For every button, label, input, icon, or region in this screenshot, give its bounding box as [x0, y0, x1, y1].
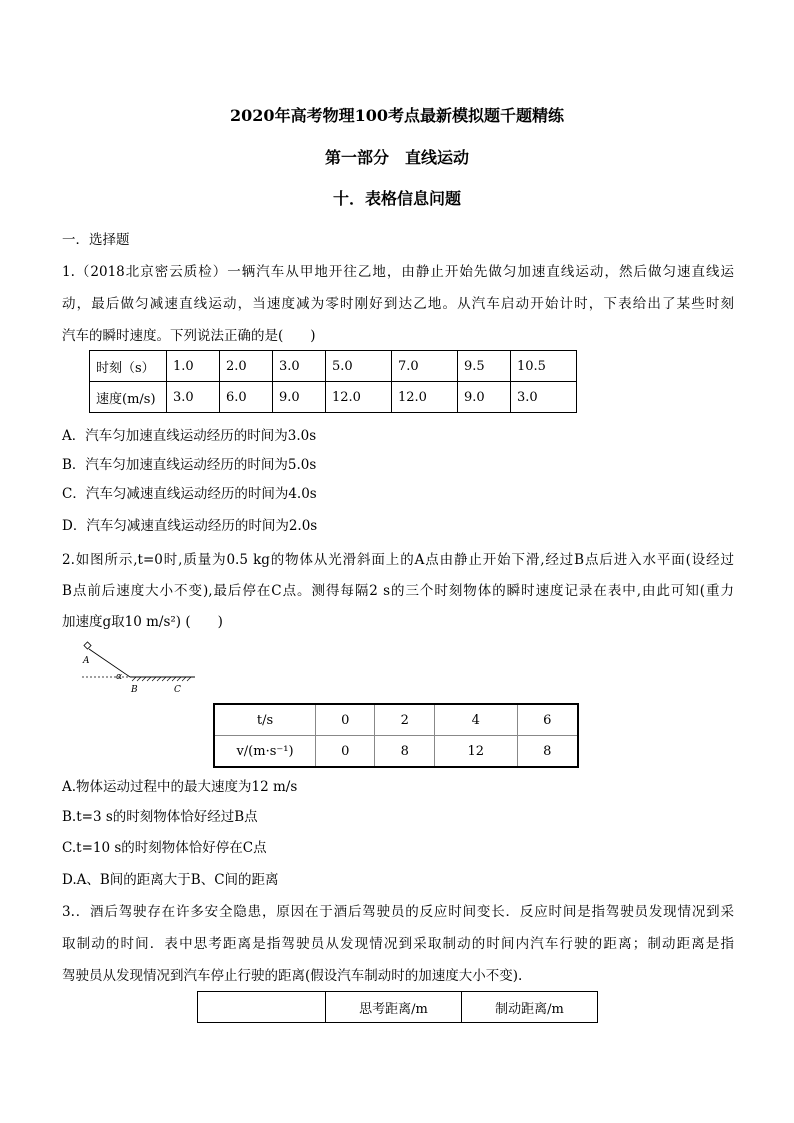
incline-diagram [80, 640, 200, 700]
q1-option-c: C．汽车匀减速直线运动经历的时间为4.0s [62, 486, 317, 502]
label-b: B [131, 685, 138, 695]
table-cell: 2.0 [219, 351, 272, 382]
q1-option-a: A．汽车匀加速直线运动经历的时间为3.0s [62, 428, 317, 444]
table-cell: 6.0 [219, 382, 272, 413]
q1-line: 动，最后做匀减速直线运动，当速度减为零时刚好到达乙地。从汽车启动开始计时，下表给出了某些时刻 [62, 296, 734, 312]
table-header: 思考距离/m [326, 992, 462, 1023]
table-cell: 7.0 [391, 351, 457, 382]
table-cell: 10.5 [510, 351, 576, 382]
label-c: C [174, 685, 181, 695]
table-cell: 9.0 [272, 382, 325, 413]
q1-line: 1.（2018北京密云质检）一辆汽车从甲地开往乙地，由静止开始先做匀加速直线运动，然后做匀速直线运 [62, 264, 734, 280]
label-alpha: α [116, 672, 123, 682]
section-title: 十．表格信息问题 [332, 189, 461, 208]
table-cell: 8 [375, 736, 434, 768]
table-cell [198, 992, 326, 1023]
table-row [214, 736, 578, 768]
table-cell: v/(m·s⁻¹) [214, 736, 316, 768]
section-heading: 一．选择题 [62, 232, 130, 248]
table-cell: 9.0 [457, 382, 510, 413]
q2-option-b: B.t=3 s的时刻物体恰好经过B点 [62, 809, 258, 825]
table-row [214, 704, 578, 736]
q1-line: 汽车的瞬时速度。下列说法正确的是( ) [62, 328, 316, 344]
table-cell: 3.0 [510, 382, 576, 413]
doc-title: 2020年高考物理100考点最新模拟题千题精练 [230, 106, 564, 125]
q3-table [197, 991, 598, 1023]
table-cell: 1.0 [167, 351, 220, 382]
q3-line: 取制动的时间．表中思考距离是指驾驶员从发现情况到采取制动的时间内汽车行驶的距离；制动距离是指 [62, 936, 734, 952]
label-a: A [83, 656, 90, 666]
table-cell: 12.0 [391, 382, 457, 413]
table-row [90, 382, 577, 413]
q1-table [89, 350, 577, 413]
table-cell: 4 [434, 704, 517, 736]
table-cell: 2 [375, 704, 434, 736]
q2-table [213, 703, 579, 768]
q2-line: B点前后速度大小不变),最后停在C点。测得每隔2 s的三个时刻物体的瞬时速度记录在表中,由此可知(重力 [62, 583, 734, 599]
table-header: 制动距离/m [462, 992, 598, 1023]
table-row [198, 992, 598, 1023]
q1-option-b: B．汽车匀加速直线运动经历的时间为5.0s [62, 457, 317, 473]
table-cell: 0 [316, 736, 375, 768]
q2-line: 加速度g取10 m/s²) ( ) [62, 614, 223, 630]
table-cell: 时刻（s） [90, 351, 167, 382]
table-cell: t/s [214, 704, 316, 736]
table-cell: 12.0 [325, 382, 391, 413]
q2-option-a: A.物体运动过程中的最大速度为12 m/s [62, 779, 298, 795]
table-cell: 6 [517, 704, 578, 736]
q3-line: 驾驶员从发现情况到汽车停止行驶的距离(假设汽车制动时的加速度大小不变). [62, 968, 523, 984]
table-cell: 0 [316, 704, 375, 736]
q2-option-d: D.A、B间的距离大于B、C间的距离 [62, 872, 279, 888]
q2-option-c: C.t=10 s的时刻物体恰好停在C点 [62, 840, 267, 856]
q3-line: 3.．酒后驾驶存在许多安全隐患，原因在于酒后驾驶员的反应时间变长．反应时间是指驾驶员发现情况到采 [62, 904, 734, 920]
table-cell: 速度(m/s) [90, 382, 167, 413]
q1-option-d: D．汽车匀减速直线运动经历的时间为2.0s [62, 518, 318, 534]
table-cell: 3.0 [272, 351, 325, 382]
table-cell: 8 [517, 736, 578, 768]
table-cell: 9.5 [457, 351, 510, 382]
q2-line: 2.如图所示,t=0时,质量为0.5 kg的物体从光滑斜面上的A点由静止开始下滑,经过B点后进入水平面(设经过 [62, 552, 734, 568]
table-cell: 12 [434, 736, 517, 768]
table-row [90, 351, 577, 382]
table-cell: 5.0 [325, 351, 391, 382]
table-cell: 3.0 [167, 382, 220, 413]
part-title: 第一部分 直线运动 [324, 148, 469, 167]
